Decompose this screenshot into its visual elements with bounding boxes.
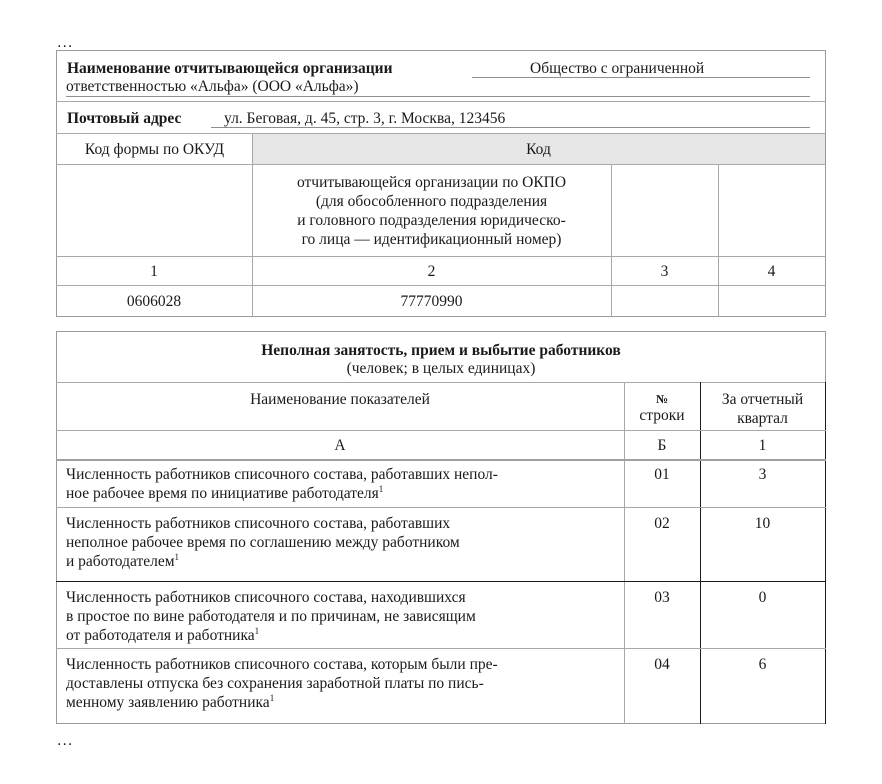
row-line-no: 02	[654, 515, 670, 532]
row-label-text: ное рабочее время по инициативе работодателя	[66, 485, 379, 502]
row-label-line	[66, 552, 460, 571]
row-line-no: 04	[654, 656, 670, 673]
vline	[611, 164, 612, 317]
row-value: 3	[758, 466, 767, 483]
row-label-text: менному заявлению работника	[66, 694, 270, 711]
row-label	[66, 514, 460, 571]
okud-header: Код формы по ОКУД	[84, 141, 225, 158]
footnote-marker: 1	[378, 484, 384, 494]
row-label-text: от работодателя и работника	[66, 627, 255, 644]
table-row	[56, 507, 826, 581]
row-label-line: Численность работников списочного состава, которым были пре-	[66, 656, 498, 673]
row-value: 0	[758, 589, 767, 606]
row-label	[66, 465, 498, 503]
footnote-marker: 1	[269, 693, 275, 703]
row-value: 10	[754, 515, 771, 532]
table-subtitle: (человек; в целых единицах)	[346, 360, 536, 377]
divider	[56, 285, 826, 286]
divider	[56, 164, 826, 165]
okpo-description-line: отчитывающейся организации по ОКПО	[296, 174, 567, 191]
footnote-marker: 1	[254, 626, 260, 636]
table-row	[56, 648, 826, 723]
okpo-description-line: го лица — идентификационный номер)	[301, 231, 562, 248]
address-row	[56, 101, 826, 133]
row-label-line	[66, 484, 498, 503]
okpo-code-value: 77770990	[400, 293, 463, 310]
line-no-label: строки	[639, 407, 685, 424]
period-label-line2: квартал	[737, 410, 788, 427]
row-label-line: в простое по вине работодателя и по причинам, не зависящим	[66, 608, 476, 625]
column-number-4: 4	[767, 263, 776, 280]
code-header: Код	[526, 141, 551, 158]
table-title: Неполная занятость, прием и выбытие работников	[261, 342, 621, 359]
col-header-period	[700, 390, 825, 428]
org-name-row	[56, 50, 826, 102]
divider	[56, 382, 826, 383]
row-label	[66, 588, 476, 645]
row-line-no: 01	[654, 466, 670, 483]
footnote-marker: 1	[174, 552, 180, 562]
org-name-value-line1: Общество с ограниченной	[530, 60, 705, 77]
col-letter-1: 1	[758, 437, 767, 454]
vline	[718, 164, 719, 317]
okpo-description-line: (для обособленного подразделения	[315, 193, 548, 210]
ellipsis-bottom: ...	[57, 733, 74, 749]
table-row	[56, 460, 826, 507]
col-letter-b: Б	[657, 437, 667, 454]
col-header-name: Наименование показателей	[250, 391, 430, 408]
org-name-label: Наименование отчитывающейся организации	[67, 60, 393, 77]
ellipsis-top: ...	[57, 35, 74, 51]
row-line-no: 03	[654, 589, 670, 606]
row-label-line	[66, 626, 476, 645]
divider	[56, 256, 826, 257]
col-header-line-no	[624, 390, 700, 425]
address-value: ул. Беговая, д. 45, стр. 3, г. Москва, 123456	[224, 110, 506, 127]
row-label-line	[66, 693, 498, 712]
column-number-1: 1	[150, 263, 158, 280]
okud-code-value: 0606028	[126, 293, 182, 310]
row-label	[66, 655, 498, 712]
row-value: 6	[758, 656, 767, 673]
column-number-2: 2	[427, 263, 436, 280]
org-name-value-line2: ответственностью «Альфа» (ООО «Альфа»)	[66, 78, 359, 95]
col-letter-a: А	[334, 437, 346, 454]
period-label-line1: За отчетный	[721, 391, 804, 408]
row-label-line: Численность работников списочного состава, работавших	[66, 515, 451, 532]
row-label-line: неполное рабочее время по соглашению между работником	[66, 534, 460, 551]
table-row	[56, 581, 826, 648]
line-no-symbol: №	[655, 392, 669, 406]
row-label-line: Численность работников списочного состава, работавших непол-	[66, 466, 498, 483]
row-label-line: Численность работников списочного состава, находившихся	[66, 589, 466, 606]
okpo-description	[252, 173, 611, 249]
okpo-description-line: и головного подразделения юридическо-	[297, 212, 566, 229]
address-label: Почтовый адрес	[67, 110, 182, 127]
org-name-underline-2	[66, 96, 810, 97]
row-label-text: и работодателем	[66, 553, 175, 570]
row-label-line: доставлены отпуска без сохранения заработной платы по пись-	[66, 675, 484, 692]
divider	[56, 430, 826, 431]
column-number-3: 3	[660, 263, 669, 280]
